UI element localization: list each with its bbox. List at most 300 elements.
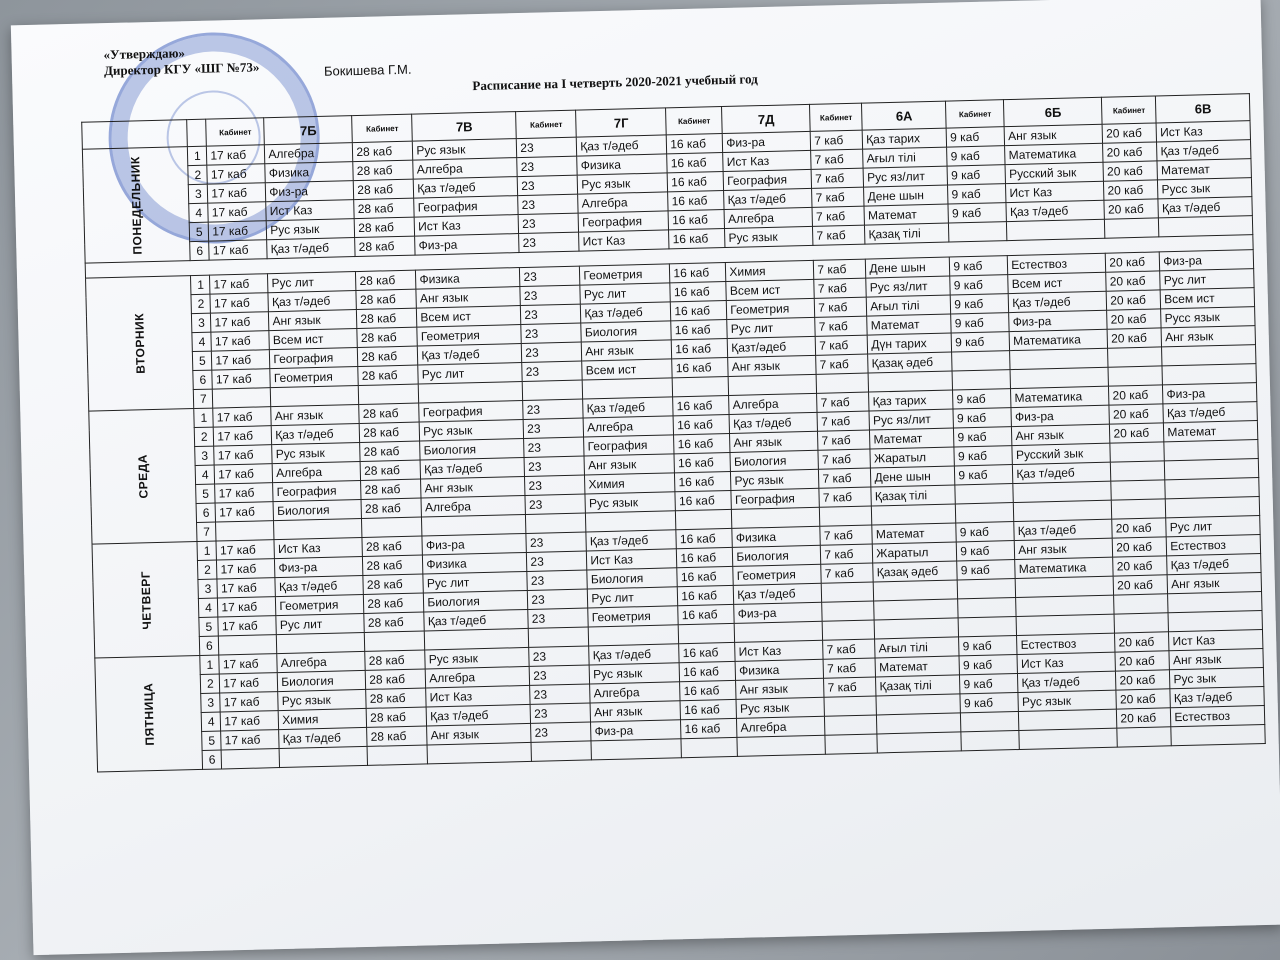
cabinet-cell xyxy=(822,620,874,640)
subject-cell: Математ xyxy=(870,428,954,449)
day-name: СРЕДА xyxy=(135,453,151,499)
cabinet-cell xyxy=(958,579,1016,599)
lesson-number: 6 xyxy=(193,370,212,389)
cabinet-cell: 23 xyxy=(518,175,578,195)
subject-cell: Рус лит xyxy=(580,283,670,304)
cabinet-cell: 16 каб xyxy=(676,528,732,548)
subject-cell: Қаз т/әдеб xyxy=(586,530,676,551)
cabinet-cell: 28 каб xyxy=(364,612,424,632)
subject-cell: Қаз т/әдеб xyxy=(267,238,355,259)
cabinet-cell: 17 каб xyxy=(215,483,273,503)
cabinet-cell xyxy=(949,222,1007,242)
cabinet-cell: 20 каб xyxy=(1112,518,1166,538)
subject-cell: Геометрия xyxy=(276,594,364,615)
cabinet-cell: 23 xyxy=(524,437,584,457)
subject-cell: География xyxy=(584,435,674,456)
subject-cell: География xyxy=(270,348,358,369)
subject-cell: Қаз т/әдеб xyxy=(414,177,518,199)
lesson-number: 1 xyxy=(200,655,219,674)
subject-cell: Химия xyxy=(585,473,675,494)
cabinet-cell: 17 каб xyxy=(218,597,276,617)
header-class-15: 6В xyxy=(1156,94,1251,123)
subject-cell: Физика xyxy=(732,526,820,547)
cabinet-cell xyxy=(1108,347,1162,367)
subject-cell: Алгебра xyxy=(421,495,525,517)
subject-cell: Ист Каз xyxy=(414,215,518,237)
subject-cell: Ист Каз xyxy=(1169,630,1263,651)
approval-line-2: Директор КГУ «ШГ №73» xyxy=(103,59,260,79)
cabinet-cell: 28 каб xyxy=(355,236,415,256)
cabinet-cell: 23 xyxy=(523,399,583,419)
cabinet-cell: 7 каб xyxy=(818,449,870,469)
subject-cell: Физика xyxy=(735,659,823,680)
cabinet-cell: 20 каб xyxy=(1113,575,1167,595)
subject-cell: Ист Каз xyxy=(735,640,823,661)
cabinet-cell: 17 каб xyxy=(210,274,268,294)
subject-cell xyxy=(271,386,359,407)
subject-cell: Рус язык xyxy=(736,697,824,718)
cabinet-cell xyxy=(676,509,732,529)
subject-cell: Алгебра xyxy=(578,192,668,213)
subject-cell: Ист Каз xyxy=(266,200,354,221)
subject-cell xyxy=(279,746,367,767)
cabinet-cell: 9 каб xyxy=(953,389,1011,409)
cabinet-cell: 20 каб xyxy=(1107,309,1161,329)
subject-cell: Алгебра xyxy=(583,416,673,437)
cabinet-cell: 23 xyxy=(517,137,577,157)
header-cabinet: Кабинет xyxy=(946,100,1005,128)
cabinet-cell: 16 каб xyxy=(673,414,729,434)
subject-cell: Анг язык xyxy=(590,701,680,722)
cabinet-cell: 7 каб xyxy=(819,468,871,488)
cabinet-cell xyxy=(529,627,589,647)
subject-cell: Қаз тарих xyxy=(862,128,946,149)
subject-cell: Анг язык xyxy=(1015,538,1113,559)
subject-cell: Естествоз xyxy=(1171,705,1265,726)
subject-cell: Геометрия xyxy=(733,564,821,585)
subject-cell: Рус яз/лит xyxy=(863,166,947,187)
subject-cell: Қазт/әдеб xyxy=(728,336,816,357)
cabinet-cell: 23 xyxy=(525,475,585,495)
subject-cell: Анг язык xyxy=(728,355,816,376)
subject-cell: Математика xyxy=(1009,329,1107,350)
cabinet-cell xyxy=(1108,366,1162,386)
cabinet-cell: 28 каб xyxy=(363,555,423,575)
cabinet-cell: 23 xyxy=(517,156,577,176)
subject-cell: Рус лит xyxy=(276,613,364,634)
subject-cell: Естествоз xyxy=(1167,535,1261,556)
cabinet-cell xyxy=(816,373,868,393)
subject-cell: Анг язык xyxy=(1167,573,1261,594)
lesson-number: 1 xyxy=(191,275,210,294)
cabinet-cell: 7 каб xyxy=(817,411,869,431)
cabinet-cell: 16 каб xyxy=(681,718,737,738)
lesson-number: 4 xyxy=(199,598,218,617)
subject-cell xyxy=(728,374,816,395)
subject-cell: Ист Каз xyxy=(426,685,530,707)
cabinet-cell: 17 каб xyxy=(208,202,266,222)
subject-cell: Ағыл тілі xyxy=(875,637,959,658)
cabinet-cell xyxy=(822,601,874,621)
header-class-13: 6Б xyxy=(1004,97,1103,126)
cabinet-cell xyxy=(365,631,425,651)
subject-cell: Дене шын xyxy=(866,257,950,278)
subject-cell: География xyxy=(273,480,361,501)
subject-cell: Физика xyxy=(577,154,667,175)
cabinet-cell xyxy=(362,517,422,537)
cabinet-cell: 28 каб xyxy=(362,536,422,556)
subject-cell: География xyxy=(578,211,668,232)
cabinet-cell: 7 каб xyxy=(815,316,867,336)
subject-cell: Рус лит xyxy=(1160,269,1254,290)
subject-cell: Русс язык xyxy=(1161,307,1255,328)
schedule-table xyxy=(81,93,1266,772)
cabinet-cell: 20 каб xyxy=(1104,180,1158,200)
cabinet-cell: 17 каб xyxy=(219,654,277,674)
subject-cell: География xyxy=(414,196,518,218)
cabinet-cell: 9 каб xyxy=(951,332,1009,352)
cabinet-cell: 7 каб xyxy=(811,168,863,188)
day-name: ЧЕТВЕРГ xyxy=(138,570,154,630)
header-class-7: 7Г xyxy=(576,108,667,137)
lesson-number: 4 xyxy=(189,203,208,222)
subject-cell: Алгебра xyxy=(265,143,353,164)
cabinet-cell: 16 каб xyxy=(674,452,730,472)
lesson-number: 5 xyxy=(190,222,209,241)
cabinet-cell: 28 каб xyxy=(353,141,413,161)
subject-cell: Биология xyxy=(420,438,524,460)
cabinet-cell: 20 каб xyxy=(1115,651,1169,671)
cabinet-cell: 17 каб xyxy=(221,711,279,731)
lesson-number: 2 xyxy=(198,560,217,579)
cabinet-cell: 7 каб xyxy=(813,225,865,245)
subject-cell xyxy=(1168,611,1262,632)
lesson-number: 6 xyxy=(200,636,219,655)
subject-cell: Анг язык xyxy=(1004,124,1102,145)
day-label xyxy=(82,147,190,264)
subject-cell: Қаз т/әдеб xyxy=(1157,140,1251,161)
cabinet-cell: 9 каб xyxy=(950,275,1008,295)
subject-cell: Геометрия xyxy=(588,606,678,627)
cabinet-cell: 16 каб xyxy=(668,210,724,230)
cabinet-cell: 28 каб xyxy=(359,422,419,442)
subject-cell: Қаз т/әдеб xyxy=(1014,519,1112,540)
cabinet-cell: 16 каб xyxy=(668,191,724,211)
subject-cell: Ист Каз xyxy=(587,549,677,570)
subject-cell: Математ xyxy=(867,314,951,335)
lesson-number: 2 xyxy=(188,165,207,184)
cabinet-cell xyxy=(219,635,277,655)
cabinet-cell: 17 каб xyxy=(212,350,270,370)
subject-cell: Ист Каз xyxy=(579,230,669,251)
cabinet-cell: 9 каб xyxy=(955,465,1013,485)
cabinet-cell: 20 каб xyxy=(1106,290,1160,310)
subject-cell: Қаз т/әдеб xyxy=(279,727,367,748)
cabinet-cell: 20 каб xyxy=(1104,199,1158,219)
cabinet-cell: 7 каб xyxy=(814,278,866,298)
subject-cell xyxy=(1013,481,1111,502)
cabinet-cell xyxy=(1111,461,1165,481)
header-cabinet: Кабинет xyxy=(666,107,723,135)
cabinet-cell: 16 каб xyxy=(672,357,728,377)
subject-cell: Ағыл тілі xyxy=(867,295,951,316)
subject-cell: Рус язык xyxy=(272,443,360,464)
subject-cell: Рус лит xyxy=(418,363,522,385)
subject-cell: Математ xyxy=(864,204,948,225)
subject-cell: Ист Каз xyxy=(1156,121,1250,142)
cabinet-cell: 9 каб xyxy=(957,560,1015,580)
subject-cell: Рус лит xyxy=(1166,516,1260,537)
lesson-number: 1 xyxy=(194,408,213,427)
lesson-number: 5 xyxy=(199,617,218,636)
signer-name: Бокишева Г.М. xyxy=(323,61,412,79)
cabinet-cell: 28 каб xyxy=(358,365,418,385)
cabinet-cell: 9 каб xyxy=(948,184,1006,204)
subject-cell xyxy=(737,735,825,756)
subject-cell: Биология xyxy=(424,590,528,612)
subject-cell: Геометрия xyxy=(270,367,358,388)
subject-cell: Русский зык xyxy=(1005,162,1103,183)
cabinet-cell: 9 каб xyxy=(950,256,1008,276)
subject-cell xyxy=(1164,440,1258,461)
cabinet-cell: 16 каб xyxy=(677,547,733,567)
cabinet-cell: 17 каб xyxy=(221,730,279,750)
cabinet-cell: 20 каб xyxy=(1106,271,1160,291)
cabinet-cell: 7 каб xyxy=(823,639,875,659)
subject-cell xyxy=(874,599,958,620)
subject-cell: Геометрия xyxy=(727,298,815,319)
subject-cell: Рус язык xyxy=(419,420,523,442)
subject-cell: Қаз т/әдеб xyxy=(734,583,822,604)
approval-block xyxy=(103,43,259,79)
lesson-number: 7 xyxy=(194,389,213,408)
cabinet-cell: 20 каб xyxy=(1103,161,1157,181)
cabinet-cell: 23 xyxy=(528,589,588,609)
lesson-number: 3 xyxy=(201,693,220,712)
cabinet-cell xyxy=(1114,594,1168,614)
subject-cell: Естествоз xyxy=(1008,253,1106,274)
cabinet-cell xyxy=(216,521,274,541)
cabinet-cell: 28 каб xyxy=(366,707,426,727)
subject-cell xyxy=(1168,592,1262,613)
cabinet-cell: 7 каб xyxy=(817,392,869,412)
subject-cell xyxy=(591,739,681,760)
cabinet-cell: 28 каб xyxy=(353,160,413,180)
cabinet-cell: 28 каб xyxy=(364,593,424,613)
header-class-3: 7Б xyxy=(264,116,353,145)
cabinet-cell xyxy=(681,737,737,757)
cabinet-cell: 23 xyxy=(520,285,580,305)
subject-cell: Қаз т/әдеб xyxy=(1170,686,1264,707)
lesson-number: 5 xyxy=(196,484,215,503)
cabinet-cell: 28 каб xyxy=(359,403,419,423)
cabinet-cell: 28 каб xyxy=(361,479,421,499)
subject-cell: Қаз т/әдеб xyxy=(418,344,522,366)
lesson-number: 6 xyxy=(190,241,209,260)
cabinet-cell: 28 каб xyxy=(367,726,427,746)
cabinet-cell: 23 xyxy=(524,456,584,476)
subject-cell: Қаз т/әдеб xyxy=(272,424,360,445)
subject-cell: Анг язык xyxy=(1012,424,1110,445)
cabinet-cell xyxy=(1105,218,1159,238)
subject-cell: География xyxy=(731,488,819,509)
subject-cell: Химия xyxy=(278,708,366,729)
subject-cell: География xyxy=(419,401,523,423)
subject-cell xyxy=(874,618,958,639)
cabinet-cell: 17 каб xyxy=(207,145,265,165)
subject-cell: География xyxy=(723,169,811,190)
header-blank xyxy=(82,120,188,150)
subject-cell xyxy=(1019,709,1117,730)
day-label xyxy=(92,542,200,659)
cabinet-cell: 17 каб xyxy=(210,293,268,313)
subject-cell xyxy=(425,628,529,650)
cabinet-cell: 17 каб xyxy=(213,407,271,427)
subject-cell: Ист Каз xyxy=(274,537,362,558)
subject-cell xyxy=(877,713,961,734)
header-cabinet: Кабинет xyxy=(1102,96,1157,124)
subject-cell xyxy=(583,378,673,399)
cabinet-cell: 17 каб xyxy=(212,369,270,389)
cabinet-cell xyxy=(822,582,874,602)
cabinet-cell: 16 каб xyxy=(679,642,735,662)
subject-cell: Рус язык xyxy=(267,219,355,240)
subject-cell xyxy=(277,632,365,653)
subject-cell: Химия xyxy=(726,260,814,281)
cabinet-cell xyxy=(1112,499,1166,519)
cabinet-cell: 17 каб xyxy=(220,692,278,712)
subject-cell: Қазақ әдеб xyxy=(873,561,957,582)
subject-cell: Всем ист xyxy=(1160,288,1254,309)
cabinet-cell: 7 каб xyxy=(821,544,873,564)
cabinet-cell: 17 каб xyxy=(217,578,275,598)
subject-cell: Рус лит xyxy=(727,317,815,338)
subject-cell: Қаз т/әдеб xyxy=(724,188,812,209)
cabinet-cell: 28 каб xyxy=(354,198,414,218)
cabinet-cell: 7 каб xyxy=(811,149,863,169)
subject-cell: Всем ист xyxy=(417,306,521,328)
cabinet-cell: 20 каб xyxy=(1116,689,1170,709)
subject-cell: Қаз т/әдеб xyxy=(1018,671,1116,692)
subject-cell: Всем ист xyxy=(1008,272,1106,293)
subject-cell: Математика xyxy=(1005,143,1103,164)
subject-cell: Қаз т/әдеб xyxy=(589,644,679,665)
subject-cell xyxy=(1165,478,1259,499)
subject-cell: Биология xyxy=(730,450,818,471)
cabinet-cell: 7 каб xyxy=(821,563,873,583)
cabinet-cell: 17 каб xyxy=(211,331,269,351)
cabinet-cell xyxy=(961,711,1019,731)
subject-cell: Биология xyxy=(273,499,361,520)
subject-cell: Физ-ра xyxy=(591,720,681,741)
subject-cell xyxy=(732,507,820,528)
subject-cell: Рус язык xyxy=(725,226,813,247)
subject-cell xyxy=(734,621,822,642)
cabinet-cell: 9 каб xyxy=(960,692,1018,712)
cabinet-cell: 16 каб xyxy=(677,566,733,586)
cabinet-cell xyxy=(952,351,1010,371)
cabinet-cell: 17 каб xyxy=(209,240,267,260)
cabinet-cell: 9 каб xyxy=(954,446,1012,466)
cabinet-cell: 23 xyxy=(527,551,587,571)
cabinet-cell: 16 каб xyxy=(680,680,736,700)
subject-cell xyxy=(1162,364,1256,385)
cabinet-cell: 17 каб xyxy=(214,464,272,484)
subject-cell: Рус язык xyxy=(1018,690,1116,711)
cabinet-cell: 9 каб xyxy=(946,127,1004,147)
cabinet-cell: 16 каб xyxy=(675,490,731,510)
subject-cell: Анг язык xyxy=(1169,648,1263,669)
cabinet-cell: 16 каб xyxy=(678,585,734,605)
lesson-number: 6 xyxy=(202,750,221,769)
subject-cell: Физ-ра xyxy=(734,602,822,623)
lesson-number: 3 xyxy=(189,184,208,203)
lesson-number: 2 xyxy=(191,294,210,313)
subject-cell: Математика xyxy=(1015,557,1113,578)
header-class-11: 6А xyxy=(862,101,947,130)
cabinet-cell: 23 xyxy=(527,570,587,590)
cabinet-cell: 20 каб xyxy=(1115,632,1169,652)
subject-cell xyxy=(1010,348,1108,369)
cabinet-cell: 17 каб xyxy=(207,164,265,184)
subject-cell: Рус язык xyxy=(413,139,517,161)
cabinet-cell xyxy=(679,623,735,643)
cabinet-cell: 7 каб xyxy=(810,130,862,150)
lesson-number: 5 xyxy=(202,731,221,750)
cabinet-cell: 23 xyxy=(528,608,588,628)
subject-cell xyxy=(586,511,676,532)
lesson-number: 1 xyxy=(188,146,207,165)
subject-cell: Дүн тарих xyxy=(867,333,951,354)
cabinet-cell: 28 каб xyxy=(365,650,425,670)
cabinet-cell xyxy=(367,745,427,765)
subject-cell: Қаз т/әдеб xyxy=(268,291,356,312)
cabinet-cell: 7 каб xyxy=(814,259,866,279)
subject-cell xyxy=(274,518,362,539)
subject-cell: Алгебра xyxy=(426,666,530,688)
subject-cell: Рус язык xyxy=(589,663,679,684)
cabinet-cell: 16 каб xyxy=(679,661,735,681)
subject-cell: Алгебра xyxy=(277,651,365,672)
subject-cell: Алгебра xyxy=(724,207,812,228)
cabinet-cell: 28 каб xyxy=(360,441,420,461)
cabinet-cell: 9 каб xyxy=(951,294,1009,314)
subject-cell: Физ-ра xyxy=(415,234,519,256)
cabinet-cell: 9 каб xyxy=(959,636,1017,656)
cabinet-cell: 28 каб xyxy=(354,179,414,199)
cabinet-cell: 9 каб xyxy=(959,655,1017,675)
cabinet-cell: 28 каб xyxy=(354,217,414,237)
subject-cell: Қаз т/әдеб xyxy=(1158,197,1252,218)
cabinet-cell: 17 каб xyxy=(214,445,272,465)
cabinet-cell: 28 каб xyxy=(360,460,420,480)
cabinet-cell: 28 каб xyxy=(366,688,426,708)
cabinet-cell xyxy=(1117,727,1171,747)
cabinet-cell: 23 xyxy=(522,361,582,381)
cabinet-cell: 28 каб xyxy=(361,498,421,518)
subject-cell: Биология xyxy=(733,545,821,566)
cabinet-cell xyxy=(1110,442,1164,462)
lesson-number: 4 xyxy=(192,332,211,351)
subject-cell xyxy=(1015,576,1113,597)
subject-cell: Алгебра xyxy=(590,682,680,703)
cabinet-cell: 7 каб xyxy=(819,487,871,507)
subject-cell: Физика xyxy=(423,552,527,574)
cabinet-cell: 9 каб xyxy=(951,313,1009,333)
subject-cell: Физ-ра xyxy=(275,556,363,577)
cabinet-cell: 23 xyxy=(526,532,586,552)
cabinet-cell: 23 xyxy=(525,494,585,514)
